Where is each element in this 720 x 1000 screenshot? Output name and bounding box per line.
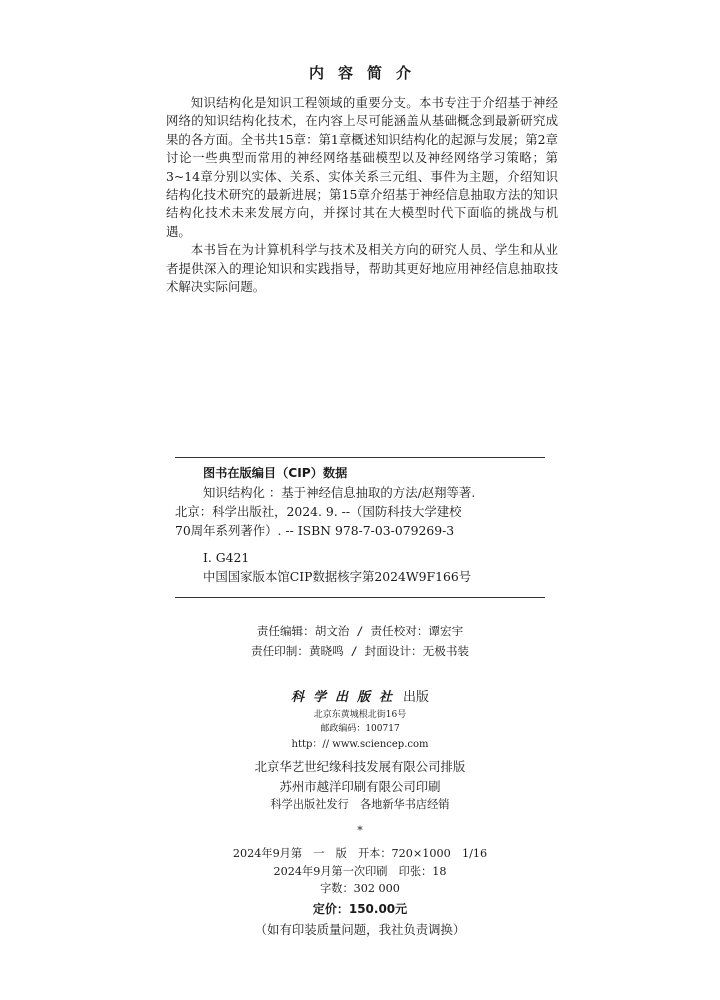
price-line: 定价：150.00元 (312, 901, 408, 916)
cip-approval-number: 中国国家版本馆CIP数据核字第2024W9F166号 (203, 569, 472, 584)
cip-line: 知识结构化 ：基于神经信息抽取的方法/赵翔等著. (203, 485, 476, 500)
cip-bottom-rule (175, 597, 545, 598)
publisher-postcode: 邮政编码：100717 (320, 724, 400, 734)
publisher-verb: 出版 (403, 690, 430, 705)
word-count-line: 字数：302 000 (320, 882, 400, 895)
publisher-name: 科学出版社 (290, 690, 401, 705)
distribution-line: 科学出版社发行 各地新华书店经销 (270, 798, 450, 811)
summary-title: 内容简介 (308, 64, 425, 82)
staff-credits (0, 621, 720, 661)
cip-block (175, 464, 545, 586)
summary-body (166, 94, 558, 296)
cip-top-rule (175, 457, 545, 458)
printer-line: 苏州市越洋印刷有限公司印刷 (279, 778, 441, 794)
cip-line: 北京：科学出版社，2024. 9. --（国防科技大学建校 (175, 504, 462, 519)
quality-notice: （如有印装质量问题，我社负责调换） (254, 921, 466, 937)
publisher-line (0, 688, 720, 708)
publisher-address: 北京东黄城根北街16号 (313, 710, 407, 720)
summary-paragraph: 本书旨在为计算机科学与技术及相关方向的研究人员、学生和从业者提供深入的理论知识和实践指导，帮助其更好地应用神经信息抽取技术解决实际问题。 (166, 242, 558, 295)
staff-line: 责任印制：黄晓鸣 / 封面设计：无极书装 (250, 644, 470, 658)
separator-asterisk: * (357, 824, 363, 837)
cip-heading: 图书在版编目（CIP）数据 (203, 466, 348, 480)
publisher-url: http：// www.sciencep.com (291, 739, 429, 750)
cip-classification: Ⅰ. G421 (203, 550, 250, 565)
typesetter-line: 北京华艺世纪缘科技发展有限公司排版 (254, 759, 466, 774)
publisher-block (0, 688, 720, 813)
cip-line: 70周年系列著作）. -- ISBN 978-7-03-079269-3 (175, 523, 455, 538)
summary-paragraph: 知识结构化是知识工程领域的重要分支。本书专注于介绍基于神经网络的知识结构化技术，在内容上尽可能涵盖从基础概念到最新研究成果的各方面。全书共15章：第1章概述知识结构化的起源与发展；第2章讨论一些典型而常用的神经网络基础模型以及神经网络学习策略；第3~14章分别以实体、关系、实体关系三元组、事件为主题，介绍知识结构化技术研究的最新进展；第15章介绍基于神经信息抽取方法的知识结构化技术未来发展方向，并探讨其在大模型时代下面临的挑战与机遇。 (166, 95, 558, 239)
edition-line: 2024年9月第 一 版 开本：720×1000 1/16 (232, 847, 488, 860)
staff-line: 责任编辑：胡文治 / 责任校对：谭宏宇 (256, 624, 464, 638)
impression-line: 2024年9月第一次印刷 印张：18 (273, 864, 447, 878)
edition-block (0, 845, 720, 941)
